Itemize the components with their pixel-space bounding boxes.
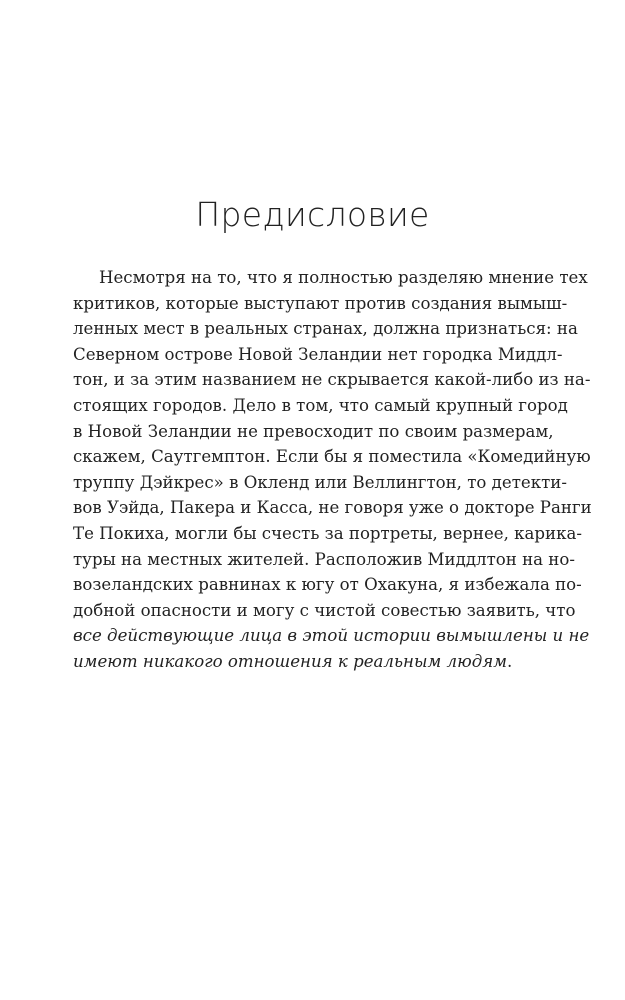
paragraph-line: тон, и за этим названием не скрывается какой-либо из на-	[73, 370, 591, 390]
paragraph-line: стоящих городов. Дело в том, что самый крупный город	[73, 395, 568, 415]
chapter-title: Предисловие	[195, 195, 430, 234]
italic-text: имеют никакого отношения к реальным людям	[73, 651, 507, 671]
paragraph-line: Те Покиха, могли бы счесть за портреты, вернее, карика-	[73, 523, 582, 543]
preface-paragraph	[73, 265, 592, 675]
paragraph-line: в Новой Зеландии не превосходит по своим размерам,	[73, 421, 554, 441]
paragraph-line: возеландских равнинах к югу от Охакуна, я избежала по-	[73, 575, 582, 595]
paragraph-line: Несмотря на то, что я полностью разделяю мнение тех	[99, 268, 588, 287]
paragraph-line: вов Уэйда, Пакера и Касса, не говоря уже о докторе Ранги	[73, 498, 592, 518]
paragraph-line-italic: все действующие лица в этой истории вымышлены и не	[73, 626, 590, 646]
paragraph-line: критиков, которые выступают против создания вымыш-	[73, 293, 568, 313]
final-period: .	[506, 651, 513, 671]
paragraph-line: добной опасности и могу с чистой совестью заявить, что	[73, 600, 576, 620]
paragraph-line: скажем, Саутгемптон. Если бы я поместила «Комедийную	[73, 447, 591, 467]
paragraph-line: туры на местных жителей. Расположив Миддлтон на но-	[73, 549, 575, 569]
paragraph-line: Северном острове Новой Зеландии нет городка Миддл-	[73, 344, 563, 364]
paragraph-line: труппу Дэйкрес» в Окленд или Веллингтон, то детекти-	[73, 472, 567, 492]
paragraph-line-final	[73, 649, 551, 675]
paragraph-line: ленных мест в реальных странах, должна признаться: на	[73, 319, 578, 339]
